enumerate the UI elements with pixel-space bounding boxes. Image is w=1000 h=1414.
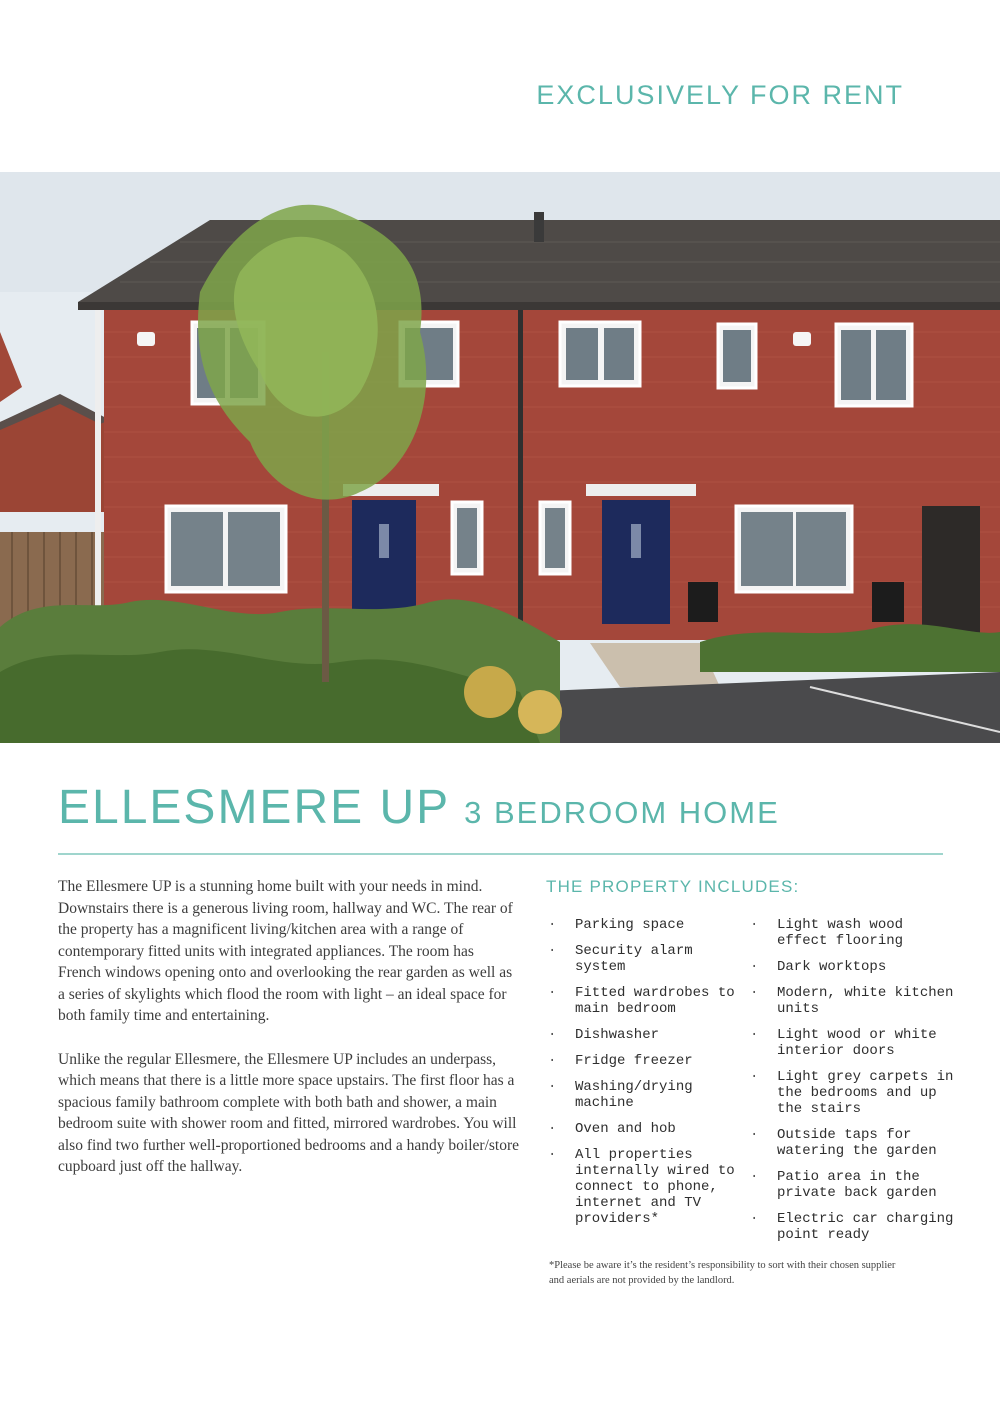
bullet-icon: · — [750, 1127, 759, 1143]
bullet-icon: · — [548, 943, 557, 959]
list-item — [546, 1079, 742, 1111]
feature-label: Security alarm system — [575, 943, 693, 975]
feature-label: Fitted wardrobes to main bedroom — [575, 985, 735, 1017]
feature-label: Light wash wood effect flooring — [777, 917, 904, 949]
bullet-icon: · — [750, 985, 759, 1001]
footnote: *Please be aware it’s the resident’s responsibility to sort with their chosen supplier and aerials are not provided by the landlord. — [549, 1260, 896, 1286]
bullet-icon: · — [548, 1053, 557, 1069]
list-item — [748, 985, 958, 1017]
bullet-icon: · — [548, 1147, 557, 1163]
description-paragraph-1: The Ellesmere UP is a stunning home built with your needs in mind. Downstairs there is a generous living room, hallway and WC. The rear of the property has a magnificent living/kitchen area with a range of contemporary fitted units with integrated appliances. The room has French windows opening onto and overlooking the rear garden as well as a series of skylights which flood the room with light – an ideal space for both family time and entertaining. — [58, 878, 513, 1024]
feature-label: Dishwasher — [575, 1027, 660, 1043]
feature-label: Parking space — [575, 917, 685, 933]
exclusively-for-rent-tagline: EXCLUSIVELY FOR RENT — [536, 80, 904, 110]
feature-label: Fridge freezer — [575, 1053, 693, 1069]
property-name: ELLESMERE UP — [58, 781, 451, 834]
list-item — [546, 943, 742, 975]
list-item — [748, 959, 958, 975]
features-list-column-1 — [546, 917, 742, 1237]
list-item — [748, 917, 958, 949]
bullet-icon: · — [750, 1211, 759, 1227]
bullet-icon: · — [750, 1069, 759, 1085]
feature-label: Outside taps for watering the garden — [777, 1127, 937, 1159]
list-item — [546, 1121, 742, 1137]
list-item — [546, 1147, 742, 1227]
list-item — [546, 985, 742, 1017]
bullet-icon: · — [750, 1027, 759, 1043]
bullet-icon: · — [548, 1027, 557, 1043]
bullet-icon: · — [750, 1169, 759, 1185]
feature-label: Electric car charging point ready — [777, 1211, 954, 1243]
list-item — [546, 1027, 742, 1043]
list-item — [546, 917, 742, 933]
list-item — [748, 1169, 958, 1201]
title-divider — [58, 853, 943, 855]
property-description — [58, 876, 520, 1200]
list-item — [748, 1069, 958, 1117]
bullet-icon: · — [548, 917, 557, 933]
feature-label: Modern, white kitchen units — [777, 985, 954, 1017]
list-item — [748, 1211, 958, 1243]
feature-label: Light wood or white interior doors — [777, 1027, 937, 1059]
feature-label: Oven and hob — [575, 1121, 676, 1137]
bullet-icon: · — [548, 1079, 557, 1095]
feature-label: Washing/drying machine — [575, 1079, 693, 1111]
bullet-icon: · — [548, 1121, 557, 1137]
bullet-icon: · — [750, 959, 759, 975]
description-paragraph-2: Unlike the regular Ellesmere, the Ellesmere UP includes an underpass, which means that there is a little more space upstairs. The first floor has a spacious family bathroom complete with both bath and shower, a main bedroom suite with shower room and fitted, mirrored wardrobes. You will also find two further well-proportioned bedrooms and a handy boiler/store cupboard just off the hallway. — [58, 1050, 520, 1175]
list-item — [748, 1127, 958, 1159]
bullet-icon: · — [548, 985, 557, 1001]
feature-label: Dark worktops — [777, 959, 887, 975]
property-includes-heading: THE PROPERTY INCLUDES: — [546, 877, 800, 896]
list-item — [748, 1027, 958, 1059]
features-list-column-2 — [748, 917, 958, 1253]
feature-label: Patio area in the private back garden — [777, 1169, 937, 1201]
feature-label: Light grey carpets in the bedrooms and up the stairs — [777, 1069, 954, 1117]
property-title — [58, 780, 943, 835]
property-type: 3 BEDROOM HOME — [464, 795, 780, 830]
bullet-icon: · — [750, 917, 759, 933]
feature-label: All properties internally wired to connect to phone, internet and TV providers* — [575, 1147, 735, 1227]
house-photo — [0, 172, 1000, 743]
list-item — [546, 1053, 742, 1069]
